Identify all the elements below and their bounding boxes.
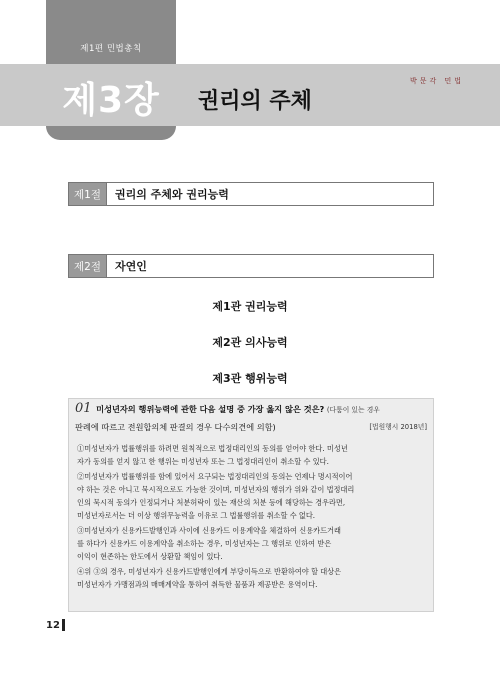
question-stem-cont: 판례에 따르고 전원합의체 판결의 경우 다수의견에 의함): [75, 422, 276, 432]
question-source: [법원행시 2018년]: [369, 423, 427, 431]
option-line: ④위 ③의 경우, 미성년자가 신용카드발행인에게 부당이득으로 반환하여야 할 대상은: [77, 567, 342, 576]
section-1-tag: 제1절: [69, 183, 107, 205]
section-2-tag: 제2절: [69, 255, 107, 277]
section-2-bar: [68, 254, 434, 278]
option-line: 야 하는 것은 아니고 묵시적으로도 가능한 것이며, 미성년자의 행위가 위와 같이 법정대리: [77, 485, 355, 494]
option-line: 자가 동의를 얻지 않고 한 행위는 미성년자 또는 그 법정대리인이 취소할 수 있다.: [77, 457, 329, 466]
chapter-title: 권리의 주체: [198, 89, 312, 114]
option-line: 이익이 현존하는 한도에서 상환할 책임이 있다.: [77, 552, 223, 561]
option-line: ①미성년자가 법률행위를 하려면 원칙적으로 법정대리인의 동의를 얻어야 한다. 미성년: [77, 444, 348, 453]
option-line: ②미성년자가 법률행위를 함에 있어서 요구되는 법정대리인의 동의는 언제나 명시적이어: [77, 472, 353, 481]
page-number: 12: [46, 620, 60, 631]
part-label: 제1편 민법총칙: [80, 44, 142, 54]
subhead-1: 제1관 권리능력: [212, 300, 288, 313]
page-number-bar: [62, 619, 65, 631]
option-line: 인의 묵시적 동의가 인정되거나 처분허락이 있는 재산의 처분 등에 해당하는 경우라면,: [77, 498, 346, 507]
option-line: 를 하다가 신용카드 이용계약을 취소하는 경우, 미성년자는 그 행위로 인하여 받은: [77, 539, 332, 548]
question-stem-note: (다툼이 있는 경우: [326, 406, 380, 414]
option-line: 미성년자가 가맹점과의 매매계약을 통하여 취득한 물품과 제공받은 용역이다.: [77, 580, 318, 589]
publisher-mark: 박문각 민법: [409, 77, 464, 85]
subhead-2: 제2관 의사능력: [212, 336, 288, 349]
question-box: [68, 398, 434, 612]
section-1-title: 권리의 주체와 권리능력: [114, 188, 229, 201]
section-2-title: 자연인: [114, 260, 147, 273]
option-line: 미성년자로서는 더 이상 행위무능력을 이유로 그 법률행위를 취소할 수 없다.: [77, 511, 316, 520]
chapter-number: 제3장: [62, 80, 160, 121]
question-stem-line-1: [75, 403, 427, 416]
question-number: 01: [75, 401, 92, 416]
question-stem: 미성년자의 행위능력에 관한 다음 설명 중 가장 옳지 않은 것은?: [96, 404, 325, 414]
option-line: ③미성년자가 신용카드발행인과 사이에 신용카드 이용계약을 체결하여 신용카드거래: [77, 526, 341, 535]
subhead-3: 제3관 행위능력: [212, 372, 288, 385]
question-stem-line-2: [75, 421, 427, 433]
section-1-bar: [68, 182, 434, 206]
